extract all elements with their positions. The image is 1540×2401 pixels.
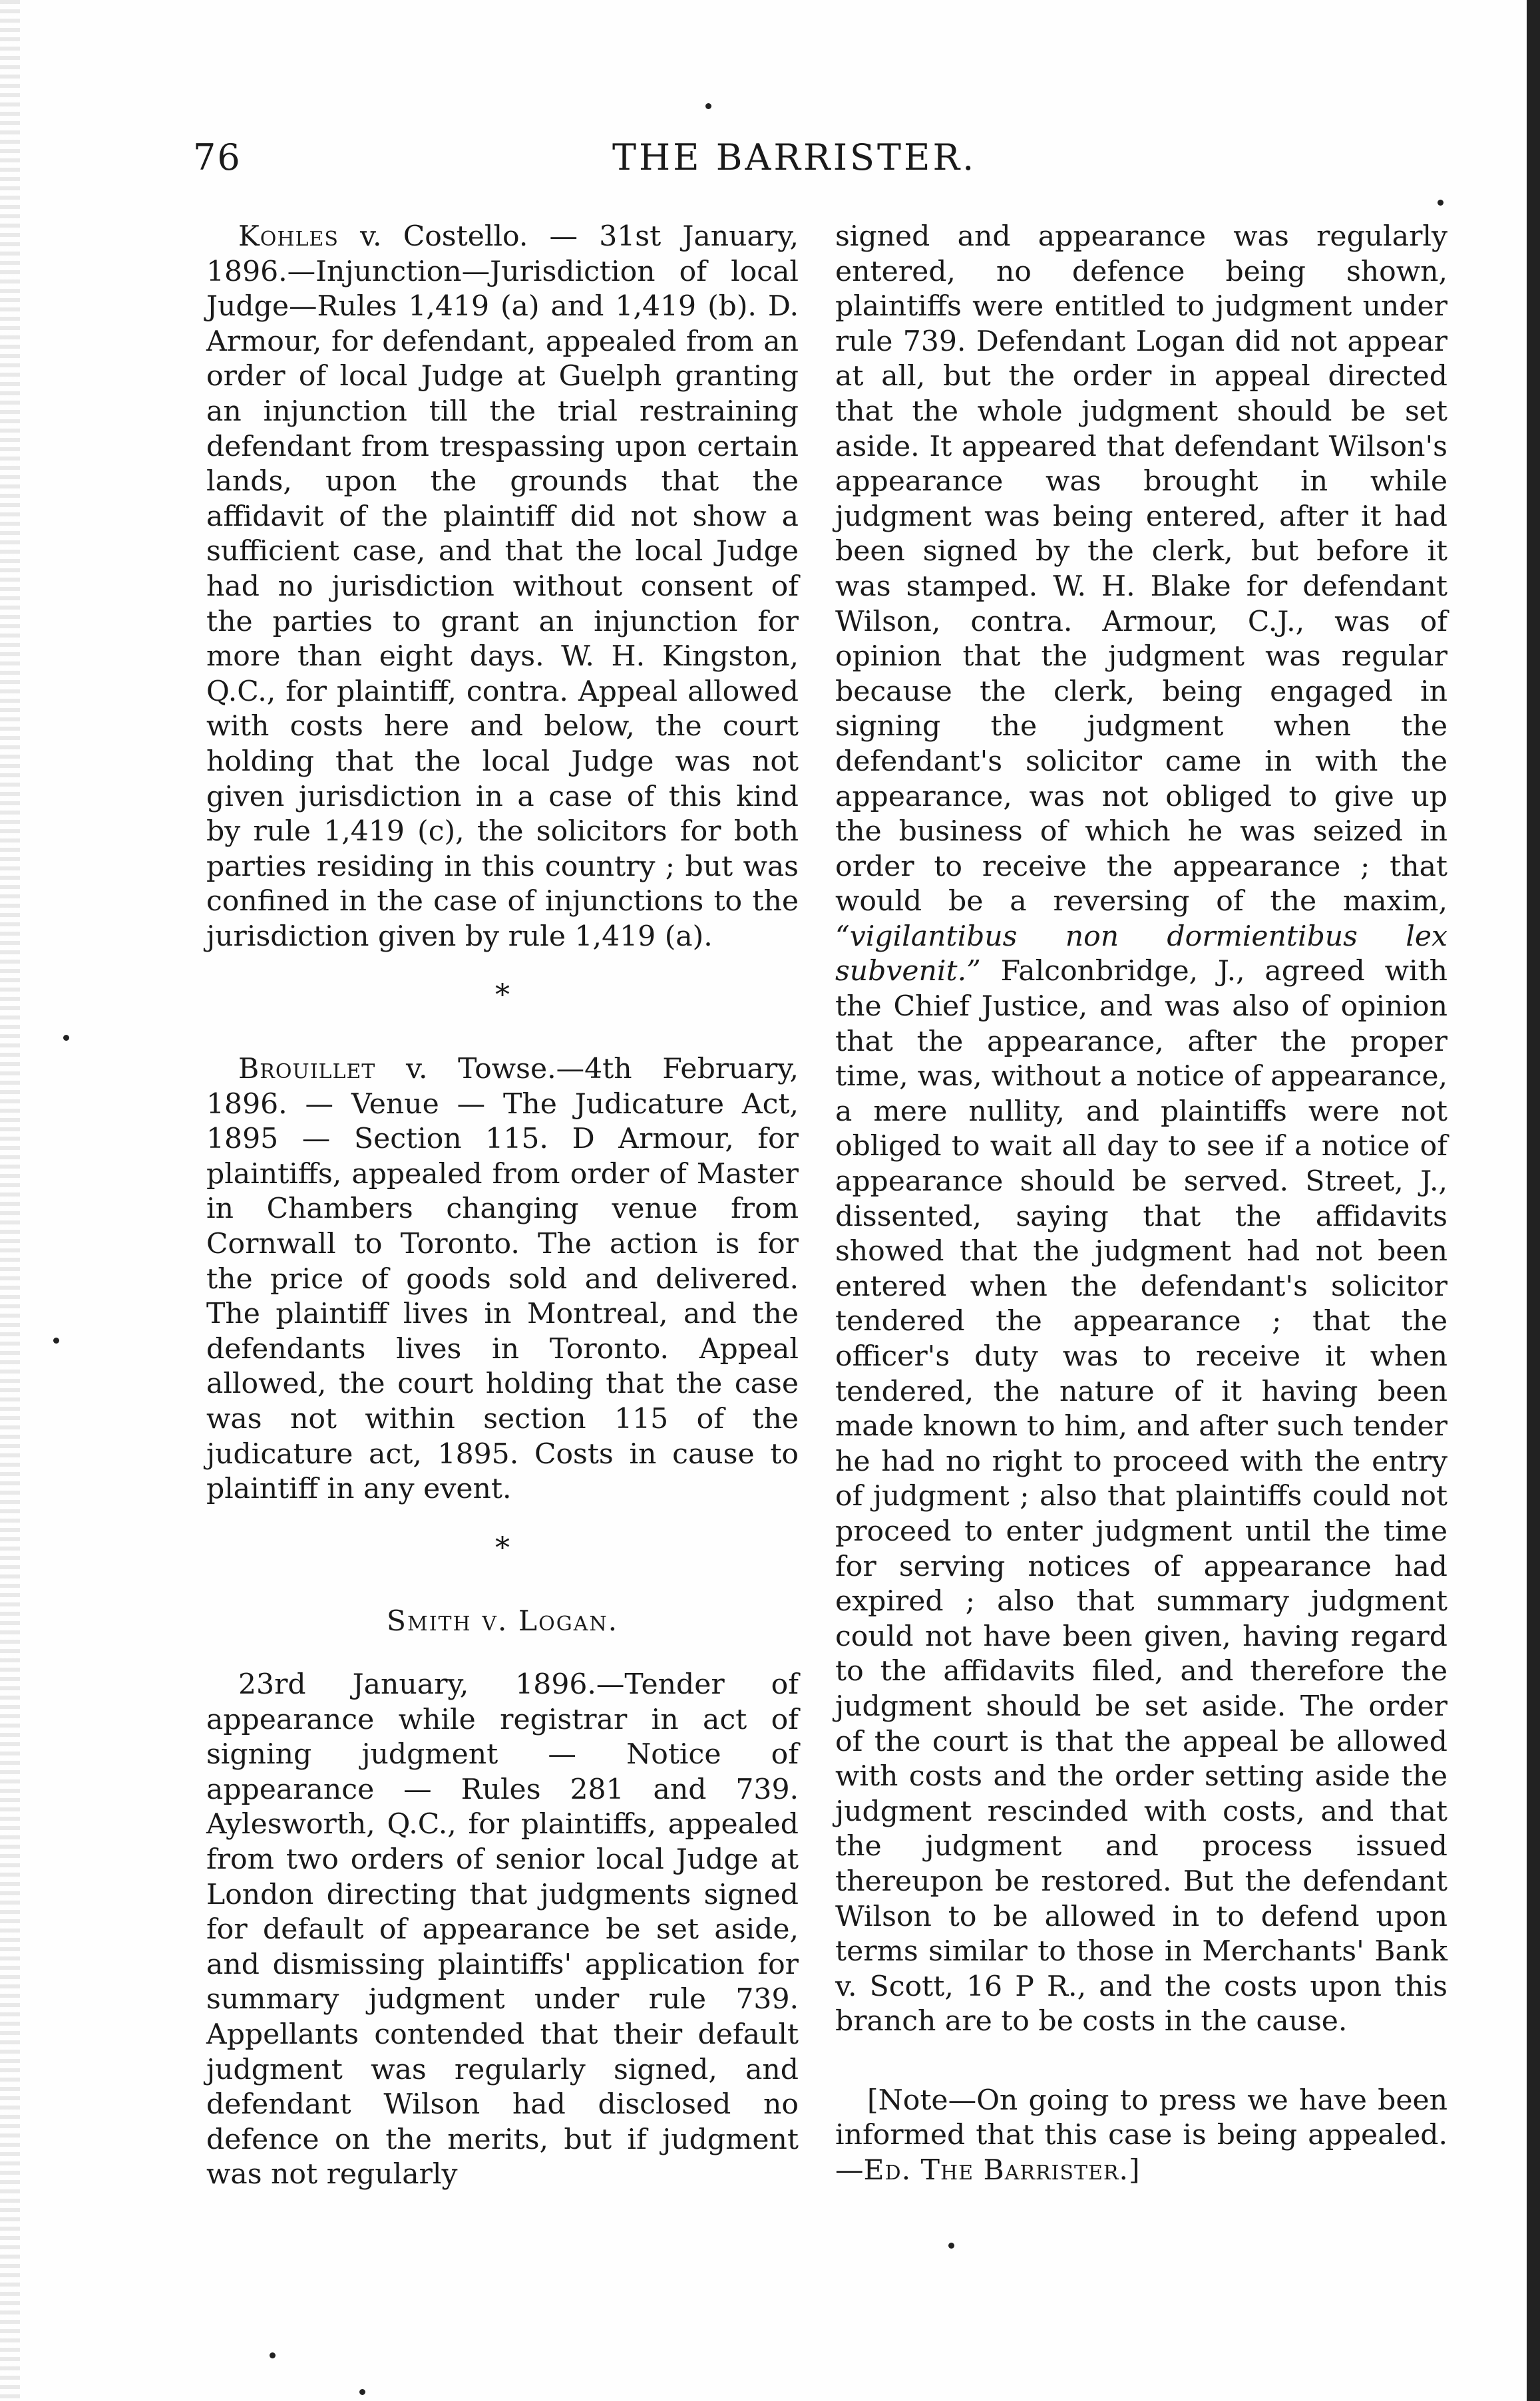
scan-speck <box>705 103 711 109</box>
running-head <box>193 136 1324 190</box>
editor-note-close: ] <box>1129 2154 1140 2187</box>
case-name-brouillet: Brouillet <box>238 1053 376 1086</box>
section-separator: * <box>495 1531 510 1565</box>
case-heading-smith-logan: Smith v. Logan. <box>386 1605 619 1638</box>
case-name-kohles: Kohles <box>238 220 339 253</box>
scan-speck <box>53 1338 59 1344</box>
scan-speck <box>63 1035 69 1041</box>
latin-maxim: “vigilantibus non dormientibus lex subvenit.” <box>835 920 1447 988</box>
scan-speck <box>948 2243 954 2249</box>
case-text-brouillet: v. Towse.—4th February, 1896. — Venue — The Judicature Act, 1895 — Section 115. D Armour, for plaintiffs, appealed from order of Master in Chambers changing venue from Cornwall to Toronto. The action is for the price of goods sold and delivered. The plaintiff lives in Montreal, and the defendants lives in Toronto. Appeal allowed, the court holding that the case was not within section 115 of the judicature act, 1895. Costs in cause to plaintiff in any event. <box>206 1053 799 1506</box>
page-number: 76 <box>193 136 242 178</box>
scan-gutter-margin <box>0 0 20 2401</box>
scan-speck <box>359 2389 365 2395</box>
left-column <box>206 220 799 2193</box>
section-separator: * <box>495 978 510 1013</box>
text-after-maxim: Falconbridge, J., agreed with the Chief Justice, and was also of opinion that the appearance, after the proper time, was, without a notice of appearance, a mere nullity, and plaintiffs were not obliged to wait all day to see if a notice of appearance should be served. Street, J., dissented, saying that the affidavits showed that the judgment had not been entered when the defendant's solicitor tendered the appearance ; that the officer's duty was to receive it when tendered, the nature of it having been made known to him, and after such tender he had no right to proceed with the entry of judgment ; also that plaintiffs could not proceed to enter judgment until the time for serving notices of appearance had expired ; also that summary judgment could not have been given, having regard to the affidavits filed, and therefore the judgment should be set aside. The order of the court is that the appeal be allowed with costs and the order setting aside the judgment rescinded with costs, and that the judgment and process issued thereupon be restored. But the defendant Wilson to be allowed in to defend upon terms similar to those in Merchants' Bank v. Scott, 16 P R., and the costs upon this branch are to be costs in the cause. <box>835 955 1447 2038</box>
scan-speck <box>270 2352 276 2358</box>
journal-title: THE BARRISTER. <box>612 136 977 178</box>
editor-note-text: [Note—On going to press we have been informed that this case is being appealed. — <box>835 2084 1447 2187</box>
case-note-brouillet <box>206 1052 799 1507</box>
case-text-kohles: v. Costello. — 31st January, 1896.—Injunction—Jurisdiction of local Judge—Rules 1,419 (a) and 1,419 (b). D. Armour, for defendant, appealed from an order of local Judge at Guelph granting an injunction till the trial restraining defendant from trespassing upon certain lands, upon the grounds that the affidavit of the plaintiff did not show a sufficient case, and that the local Judge had no jurisdiction without consent of the parties to grant an injunction for more than eight days. W. H. Kingston, Q.C., for plaintiff, contra. Appeal allowed with costs here and below, the court holding that the local Judge was not given jurisdiction in a case of this kind by rule 1,419 (c), the solicitors for both parties residing in this country ; but was confined in the case of injunctions to the jurisdiction given by rule 1,419 (a). <box>206 220 799 953</box>
right-column <box>835 220 1447 2189</box>
editor-note-signature: Ed. The Barrister. <box>863 2154 1129 2187</box>
scan-speck <box>1438 200 1444 206</box>
scan-right-edge <box>1527 0 1540 2401</box>
case-text-smith-logan-continued <box>835 220 1447 2040</box>
editor-note <box>835 2084 1447 2189</box>
text-before-maxim: signed and appearance was regularly entered, no defence being shown, plaintiffs were entitled to judgment under rule 739. Defendant Logan did not appear at all, but the order in appeal directed that the whole judgment should be set aside. It appeared that defendant Wilson's appearance was brought in while judgment was being entered, after it had been signed by the clerk, but before it was stamped. W. H. Blake for defendant Wilson, contra. Armour, C.J., was of opinion that the judgment was regular because the clerk, being engaged in signing the judgment when the defendant's solicitor came in with the appearance, was not obliged to give up the business of which he was seized in order to receive the appearance ; that would be a reversing of the maxim, <box>835 220 1447 918</box>
case-note-kohles <box>206 220 799 954</box>
case-text-smith-logan: 23rd January, 1896.—Tender of appearance while registrar in act of signing judgment — Notice of appearance — Rules 281 and 739. Aylesworth, Q.C., for plaintiffs, appealed from two orders of senior local Judge at London directing that judgments signed for default of appearance be set aside, and dismissing plaintiffs' application for summary judgment under rule 739. Appellants contended that their default judgment was regularly signed, and defendant Wilson had disclosed no defence on the merits, but if judgment was not regularly <box>206 1668 799 2191</box>
